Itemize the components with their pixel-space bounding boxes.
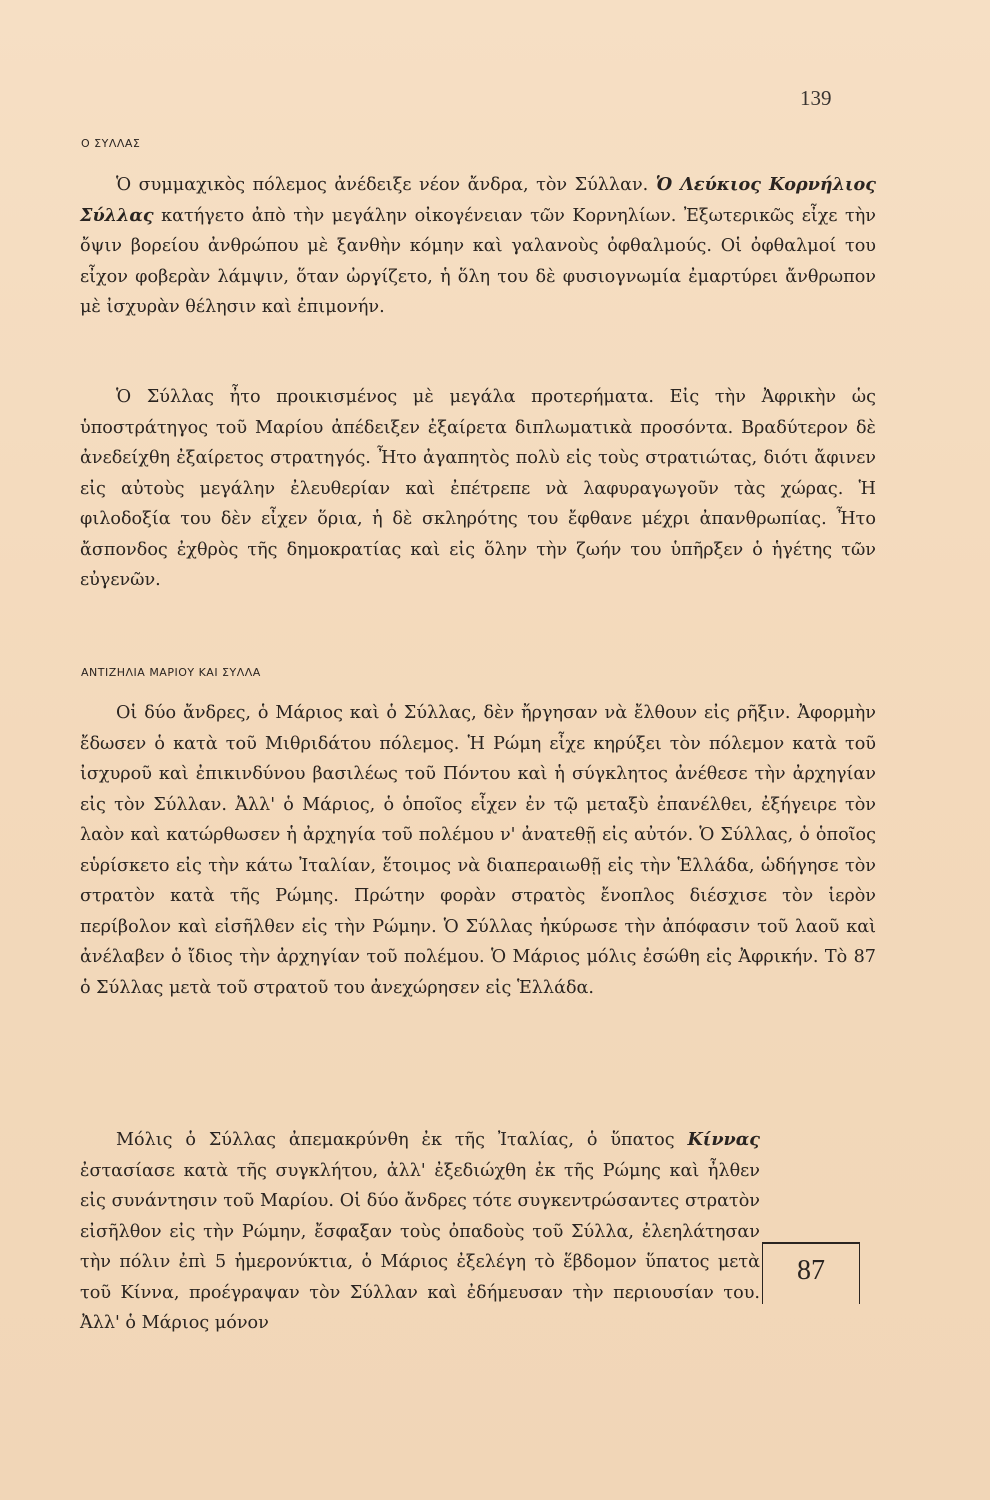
paragraph-4 xyxy=(80,1125,760,1339)
paragraph-4-text-after: ἐστασίασε κατὰ τῆς συγκλήτου, ἀλλ' ἐξεδιώχθη ἐκ τῆς Ρώμης καὶ ἦλθεν εἰς συνάντησιν τοῦ Μαρίου. Οἱ δύο ἄνδρες τότε συγκεντρώσαντες στρατὸν εἰσῆλθον εἰς τὴν Ρώμην, ἔσφαξαν τοὺς ὀπαδοὺς τοῦ Σύλλα, ἐλεηλάτησαν τὴν πόλιν ἐπὶ 5 ἡμερονύκτια, ὁ Μάριος ἐξελέγη τὸ ἕβδομον ὕπατος μετὰ τοῦ Κίννα, προέγραψαν τὸν Σύλλαν καὶ ἐδήμευσαν τὴν περιουσίαν του. Ἀλλ' ὁ Μάριος μόνον xyxy=(80,1160,760,1333)
paragraph-3 xyxy=(80,698,876,1003)
paragraph-4-bold-name: Κίννας xyxy=(687,1129,760,1150)
margin-year-note: 87 xyxy=(797,1255,825,1286)
page-number: 139 xyxy=(800,86,832,110)
paragraph-1 xyxy=(80,170,876,323)
paragraph-1-text-before: Ὁ συμμαχικὸς πόλεμος ἀνέδειξε νέον ἄνδρα, τὸν Σύλλαν. xyxy=(116,175,656,195)
paragraph-2 xyxy=(80,382,876,596)
paragraph-1-text-after: κατήγετο ἀπὸ τὴν μεγάλην οἰκογένειαν τῶν Κορνηλίων. Ἐξωτερικῶς εἶχε τὴν ὄψιν βορείου ἀνθρώπου μὲ ξανθὴν κόμην καὶ γαλανοὺς ὀφθαλμούς. Οἱ ὀφθαλμοί του εἶχον φοβερὰν λάμψιν, ὅταν ὠργίζετο, ἡ ὅλη του δὲ φυσιογνωμία ἐμαρτύρει ἄνθρωπον μὲ ἰσχυρὰν θέλησιν καὶ ἐπιμονήν. xyxy=(80,205,876,317)
paragraph-1-bold-name: Ὁ Λεύκιος Κορνήλιος Σύλλας xyxy=(80,174,876,226)
section-heading-sulla: Ο ΣΥΛΛΑΣ xyxy=(81,137,141,150)
paragraph-3-text: Οἱ δύο ἄνδρες, ὁ Μάριος καὶ ὁ Σύλλας, δὲν ἤργησαν νὰ ἔλθουν εἰς ρῆξιν. Ἀφορμὴν ἔδωσεν ὁ κατὰ τοῦ Μιθριδάτου πόλεμος. Ἡ Ρώμη εἶχε κηρύξει τὸν πόλεμον κατὰ τοῦ ἰσχυροῦ καὶ ἐπικινδύνου βασιλέως τοῦ Πόντου καὶ ἡ σύγκλητος ἀνέθεσε τὴν ἀρχηγίαν εἰς τὸν Σύλλαν. Ἀλλ' ὁ Μάριος, ὁ ὁποῖος εἶχεν ἐν τῷ μεταξὺ ἐπανέλθει, ἐξήγειρε τὸν λαὸν καὶ κατώρθωσεν ἡ ἀρχηγία τοῦ πολέμου ν' ἀνατεθῇ εἰς αὐτόν. Ὁ Σύλλας, ὁ ὁποῖος εὑρίσκετο εἰς τὴν κάτω Ἰταλίαν, ἕτοιμος νὰ διαπεραιωθῇ εἰς τὴν Ἑλλάδα, ὡδήγησε τὸν στρατὸν κατὰ τῆς Ρώμης. Πρώτην φορὰν στρατὸς ἔνοπλος διέσχισε τὸν ἱερὸν περίβολον καὶ εἰσῆλθεν εἰς τὴν Ρώμην. Ὁ Σύλλας ἠκύρωσε τὴν ἀπόφασιν τοῦ λαοῦ καὶ ἀνέλαβεν ὁ ἴδιος τὴν ἀρχηγίαν τοῦ πολέμου. Ὁ Μάριος μόλις ἐσώθη εἰς Ἀφρικήν. Τὸ 87 ὁ Σύλλας μετὰ τοῦ στρατοῦ του ἀνεχώρησεν εἰς Ἑλλάδα. xyxy=(80,703,876,998)
section-heading-rivalry: ΑΝΤΙΖΗΛΙΑ ΜΑΡΙΟΥ ΚΑΙ ΣΥΛΛΑ xyxy=(81,666,261,679)
paragraph-4-text-before: Μόλις ὁ Σύλλας ἀπεμακρύνθη ἐκ τῆς Ἰταλίας, ὁ ὕπατος xyxy=(116,1130,688,1150)
margin-box-top-rule xyxy=(762,1242,860,1244)
paragraph-2-text: Ὁ Σύλλας ἦτο προικισμένος μὲ μεγάλα προτερήματα. Εἰς τὴν Ἀφρικὴν ὡς ὑποστράτηγος τοῦ Μαρίου ἀπέδειξεν ἐξαίρετα διπλωματικὰ προσόντα. Βραδύτερον δὲ ἀνεδείχθη ἐξαίρετος στρατηγός. Ἦτο ἀγαπητὸς πολὺ εἰς τοὺς στρατιώτας, διότι ἄφινεν εἰς αὐτοὺς μεγάλην ἐλευθερίαν καὶ ἐπέτρεπε νὰ λαφυραγωγοῦν τὰς χώρας. Ἡ φιλοδοξία του δὲν εἶχεν ὅρια, ἡ δὲ σκληρότης του ἔφθανε μέχρι ἀπανθρωπίας. Ἦτο ἄσπονδος ἐχθρὸς τῆς δημοκρατίας καὶ εἰς ὅλην τὴν ζωήν του ὑπῆρξεν ὁ ἡγέτης τῶν εὐγενῶν. xyxy=(80,387,876,590)
